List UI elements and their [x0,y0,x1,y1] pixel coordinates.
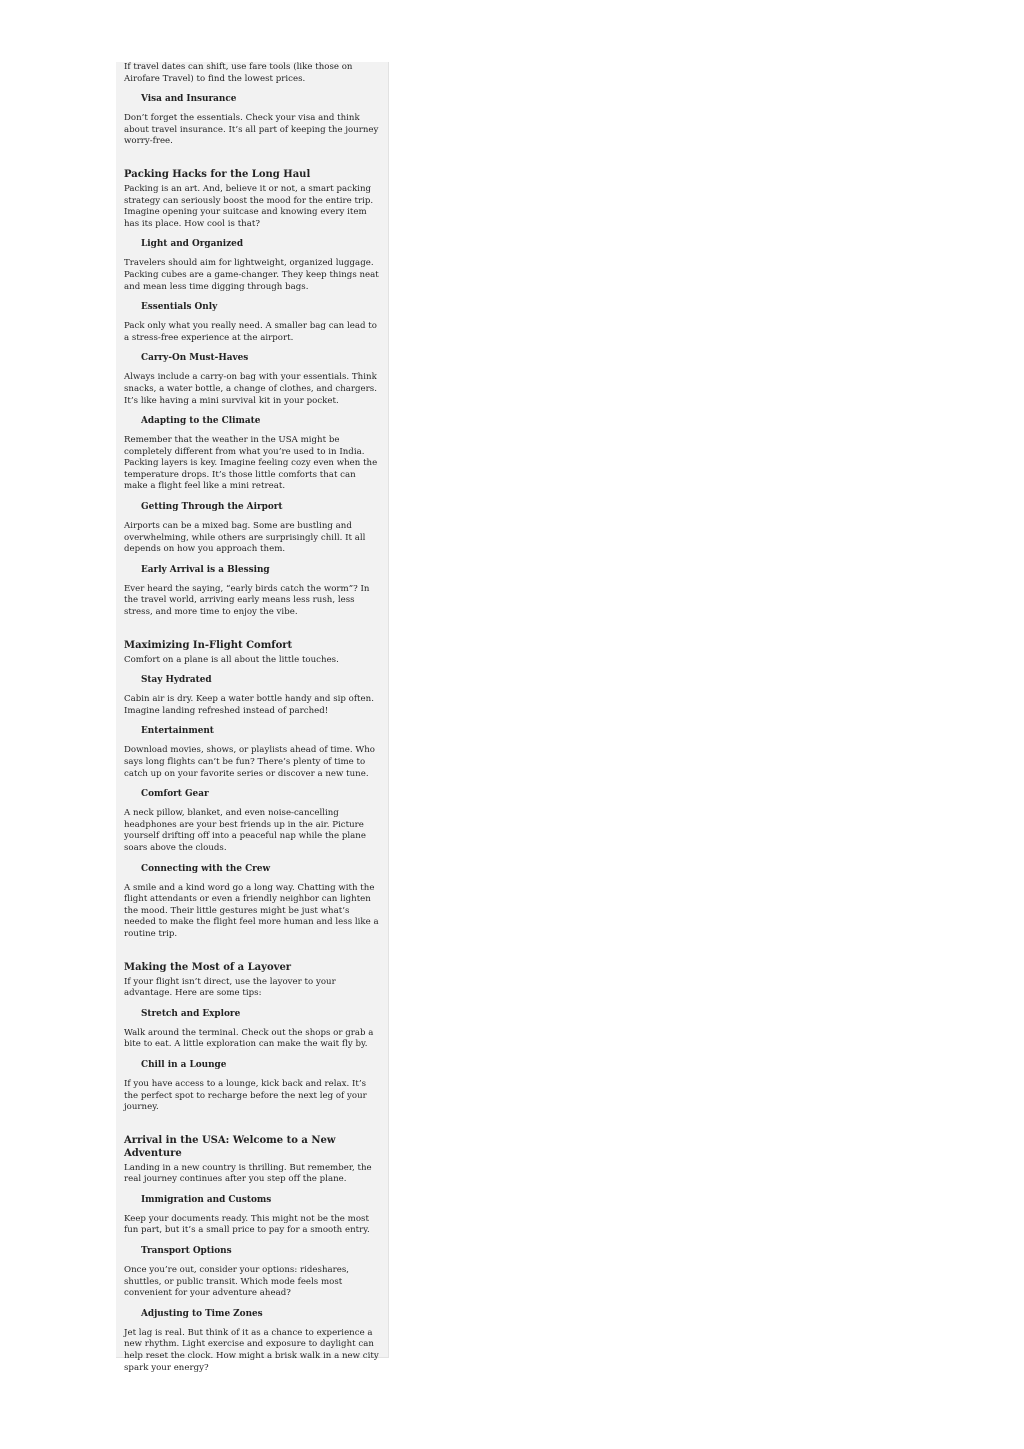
subsection-paragraph: Don’t forget the essentials. Check your visa and think about travel insurance. It’s all part of keeping the journey worry-free. [124,113,379,147]
subsection-heading: Visa and Insurance [141,94,237,105]
section-paragraph: Comfort on a plane is all about the little touches. [124,654,339,665]
subsection-paragraph: If you have access to a lounge, kick back and relax. It’s the perfect spot to recharge before the next leg of your journey. [124,1078,367,1113]
subsection-heading: Stretch and Explore [141,1008,241,1019]
article-column [116,62,389,1373]
subsection-heading: Adapting to the Climate [141,416,261,427]
subsection-heading: Essentials Only [141,302,218,313]
subsection-paragraph: Travelers should aim for lightweight, organized luggage. Packing cubes are a game-changer. They keep things neat and mean less time digging through bags. [124,258,379,292]
subsection-paragraph: A smile and a kind word go a long way. Chatting with the flight attendants or even a friendly neighbor can lighten the mood. Their little gestures might be just what’s needed to make the flight feel more human and less like a routine trip. [124,882,379,939]
intro-paragraph: If travel dates can shift, use fare tools (like those on Airofare Travel) to find the lowest prices. [124,62,353,84]
subsection-heading: Entertainment [141,726,214,737]
section-heading: Packing Hacks for the Long Haul [124,168,311,180]
subsection-heading: Early Arrival is a Blessing [141,564,270,575]
subsection-paragraph: Remember that the weather in the USA might be completely different from what you’re used to in India. Packing layers is key. Imagine feeling cozy even when the temperature drops. It’s those little comforts that can make a flight feel like a mini retreat. [124,435,378,492]
subsection-heading: Carry-On Must-Haves [141,353,249,364]
section-heading: Maximizing In-Flight Comfort [124,639,293,651]
subsection-heading: Immigration and Customs [141,1194,272,1205]
section-heading: Making the Most of a Layover [124,961,292,973]
subsection-paragraph: Walk around the terminal. Check out the shops or grab a bite to eat. A little exploration can make the wait fly by. [124,1027,374,1050]
subsection-paragraph: Download movies, shows, or playlists ahead of time. Who says long flights can’t be fun? There’s plenty of time to catch up on your favorite series or discover a new tune. [124,745,375,779]
subsection-paragraph: Keep your documents ready. This might not be the most fun part, but it’s a small price to pay for a smooth entry. [124,1213,370,1236]
subsection-paragraph: Cabin air is dry. Keep a water bottle handy and sip often. Imagine landing refreshed instead of parched! [124,694,374,716]
subsection-heading: Stay Hydrated [141,675,212,686]
subsection-heading: Adjusting to Time Zones [141,1308,263,1319]
section-paragraph: If your flight isn’t direct, use the layover to your advantage. Here are some tips: [124,976,336,999]
subsection-heading: Getting Through the Airport [141,502,283,513]
subsection-paragraph: Always include a carry-on bag with your essentials. Think snacks, a water bottle, a change of clothes, and chargers. It’s like having a mini survival kit in your pocket. [124,372,377,406]
subsection-paragraph: Ever heard the saying, “early birds catch the worm”? In the travel world, arriving early means less rush, less stress, and more time to enjoy the vibe. [124,583,370,618]
subsection-heading: Comfort Gear [141,789,209,800]
subsection-paragraph: Pack only what you really need. A smaller bag can lead to a stress-free experience at the airport. [124,321,377,343]
subsection-heading: Connecting with the Crew [141,863,271,874]
subsection-heading: Transport Options [141,1246,232,1257]
subsection-paragraph: Jet lag is real. But think of it as a chance to experience a new rhythm. Light exercise and exposure to daylight can help reset the clock. How might a brisk walk in a new city spark your energy? [124,1327,379,1373]
subsection-heading: Chill in a Lounge [141,1059,227,1070]
subsection-paragraph: Once you’re out, consider your options: rideshares, shuttles, or public transit. Which mode feels most convenient for your adventure ahead? [124,1265,350,1299]
section-heading: Arrival in the USA: Welcome to a New Adventure [124,1134,336,1159]
section-paragraph: Packing is an art. And, believe it or not, a smart packing strategy can seriously boost the mood for the entire trip. Imagine opening your suitcase and knowing every item has its place. How cool is that? [124,183,374,229]
subsection-paragraph: A neck pillow, blanket, and even noise-cancelling headphones are your best friends up in the air. Picture yourself drifting off into a peaceful nap while the plane soars above the clouds. [124,808,366,853]
subsection-paragraph: Airports can be a mixed bag. Some are bustling and overwhelming, while others are surprisingly chill. It all depends on how you approach them. [124,521,366,555]
subsection-heading: Light and Organized [141,239,244,250]
section-paragraph: Landing in a new country is thrilling. But remember, the real journey continues after you step off the plane. [124,1162,372,1185]
